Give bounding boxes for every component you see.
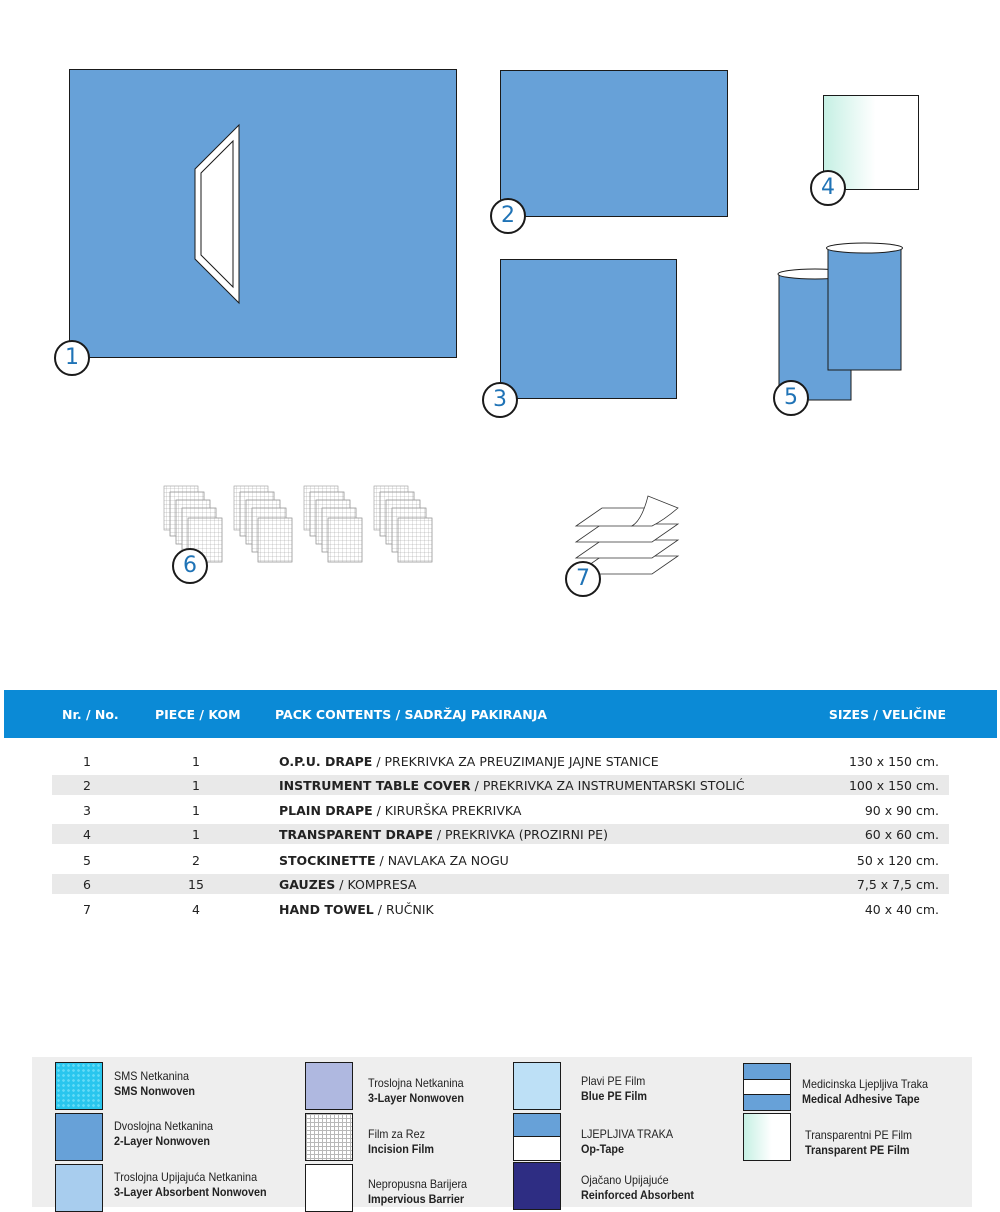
row-contents	[279, 877, 416, 892]
item-badge-2: 2	[490, 198, 526, 234]
header-piece: PIECE / KOM	[155, 707, 241, 722]
row-size: 60 x 60 cm.	[864, 827, 939, 842]
opu-drape-shape	[69, 69, 457, 358]
legend-label	[114, 1069, 195, 1099]
header-sizes: SIZES / VELIČINE	[828, 707, 946, 722]
table-row	[52, 899, 949, 919]
item-badge-3: 3	[482, 382, 518, 418]
row-desc: / PREKRIVKA (PROZIRNI PE)	[432, 827, 608, 842]
legend-label	[114, 1170, 267, 1200]
legend-local: Troslojna Netkanina	[368, 1076, 464, 1090]
table-row	[52, 751, 949, 771]
row-desc: / KOMPRESA	[335, 877, 417, 892]
blue-pe-film-swatch	[513, 1062, 561, 1110]
legend-label	[581, 1127, 673, 1157]
legend-local: Film za Rez	[368, 1127, 426, 1141]
row-name: PLAIN DRAPE	[279, 803, 373, 818]
row-contents	[279, 902, 434, 917]
legend-en: Transparent PE Film	[805, 1143, 910, 1157]
header-nr: Nr. / No.	[62, 707, 119, 722]
row-nr: 5	[83, 853, 91, 868]
plain-drape-illustration	[500, 259, 677, 399]
item-badge-5: 5	[773, 380, 809, 416]
row-nr: 1	[83, 754, 91, 769]
legend-en: 3-Layer Nonwoven	[368, 1091, 465, 1105]
table-row	[52, 800, 949, 820]
table-row	[52, 874, 949, 894]
row-piece: 15	[188, 877, 204, 892]
impervious-barrier-swatch	[305, 1164, 353, 1212]
legend-local: Transparentni PE Film	[805, 1128, 913, 1142]
row-size: 90 x 90 cm.	[864, 803, 939, 818]
legend-local: Ojačano Upijajuće	[581, 1173, 669, 1187]
item-badge-4: 4	[810, 170, 846, 206]
two-layer-nonwoven-swatch	[55, 1113, 103, 1161]
header-contents: PACK CONTENTS / SADRŽAJ PAKIRANJA	[275, 707, 548, 722]
legend-en: Reinforced Absorbent	[581, 1188, 695, 1202]
row-desc: / PREKRIVKA ZA INSTRUMENTARSKI STOLIĆ	[470, 778, 745, 793]
stockinette-illustration	[775, 238, 907, 403]
legend-en: Impervious Barrier	[368, 1192, 465, 1206]
legend-en: SMS Nonwoven	[114, 1084, 196, 1098]
transparent-pe-film-swatch	[743, 1113, 791, 1161]
legend-local: Nepropusna Barijera	[368, 1177, 468, 1191]
row-size: 50 x 120 cm.	[856, 853, 939, 868]
legend-label	[368, 1076, 464, 1106]
legend-label	[581, 1173, 694, 1203]
row-nr: 3	[83, 803, 91, 818]
row-nr: 4	[83, 827, 91, 842]
row-size: 7,5 x 7,5 cm.	[856, 877, 939, 892]
legend-label	[802, 1077, 928, 1107]
legend-label	[581, 1074, 647, 1104]
legend-local: SMS Netkanina	[114, 1069, 190, 1083]
row-size: 130 x 150 cm.	[848, 754, 939, 769]
item-badge-6: 6	[172, 548, 208, 584]
legend-label	[368, 1177, 467, 1207]
row-desc: / RUČNIK	[373, 902, 434, 917]
row-desc: / PREKRIVKA ZA PREUZIMANJE JAJNE STANICE	[372, 754, 659, 769]
row-piece: 1	[192, 778, 200, 793]
row-desc: / KIRURŠKA PREKRIVKA	[372, 803, 522, 818]
row-contents	[279, 853, 509, 868]
legend-en: Medical Adhesive Tape	[802, 1092, 920, 1106]
legend-label	[805, 1128, 912, 1158]
row-size: 100 x 150 cm.	[848, 778, 939, 793]
table-row	[52, 824, 949, 844]
row-piece: 4	[192, 902, 200, 917]
table-row	[52, 850, 949, 870]
stockinette-shape	[775, 238, 907, 403]
legend-en: Op-Tape	[581, 1142, 625, 1156]
row-contents	[279, 754, 659, 769]
legend-en: 2-Layer Nonwoven	[114, 1134, 211, 1148]
legend-local: Medicinska Ljepljiva Traka	[802, 1077, 929, 1091]
legend-local: LJEPLJIVA TRAKA	[581, 1127, 674, 1141]
row-contents	[279, 803, 521, 818]
instrument-table-cover-illustration	[500, 70, 728, 217]
reinforced-absorbent-swatch	[513, 1162, 561, 1210]
material-legend	[32, 1057, 972, 1207]
row-name: HAND TOWEL	[279, 902, 374, 917]
table-header	[4, 690, 997, 738]
legend-label	[114, 1119, 213, 1149]
row-name: O.P.U. DRAPE	[279, 754, 373, 769]
three-layer-nonwoven-swatch	[305, 1062, 353, 1110]
legend-local: Troslojna Upijajuća Netkanina	[114, 1170, 258, 1184]
table-row	[52, 775, 949, 795]
op-tape-swatch	[513, 1113, 561, 1161]
row-size: 40 x 40 cm.	[864, 902, 939, 917]
row-name: STOCKINETTE	[279, 853, 376, 868]
absorbent-nonwoven-swatch	[55, 1164, 103, 1212]
item-badge-1: 1	[54, 340, 90, 376]
row-nr: 6	[83, 877, 91, 892]
sms-nonwoven-swatch	[55, 1062, 103, 1110]
medical-adhesive-tape-swatch	[743, 1063, 791, 1111]
incision-film-swatch	[305, 1113, 353, 1161]
row-name: TRANSPARENT DRAPE	[279, 827, 433, 842]
row-contents	[279, 827, 608, 842]
item-badge-7: 7	[565, 561, 601, 597]
legend-en: Incision Film	[368, 1142, 435, 1156]
row-piece: 1	[192, 827, 200, 842]
opu-drape-illustration	[69, 69, 457, 358]
row-contents	[279, 778, 745, 793]
row-nr: 2	[83, 778, 91, 793]
row-desc: / NAVLAKA ZA NOGU	[375, 853, 509, 868]
row-piece: 1	[192, 754, 200, 769]
row-piece: 1	[192, 803, 200, 818]
row-name: INSTRUMENT TABLE COVER	[279, 778, 471, 793]
legend-local: Plavi PE Film	[581, 1074, 646, 1088]
row-name: GAUZES	[279, 877, 336, 892]
legend-local: Dvoslojna Netkanina	[114, 1119, 214, 1133]
row-piece: 2	[192, 853, 200, 868]
row-nr: 7	[83, 902, 91, 917]
legend-label	[368, 1127, 434, 1157]
legend-en: 3-Layer Absorbent Nonwoven	[114, 1185, 267, 1199]
legend-en: Blue PE Film	[581, 1089, 648, 1103]
